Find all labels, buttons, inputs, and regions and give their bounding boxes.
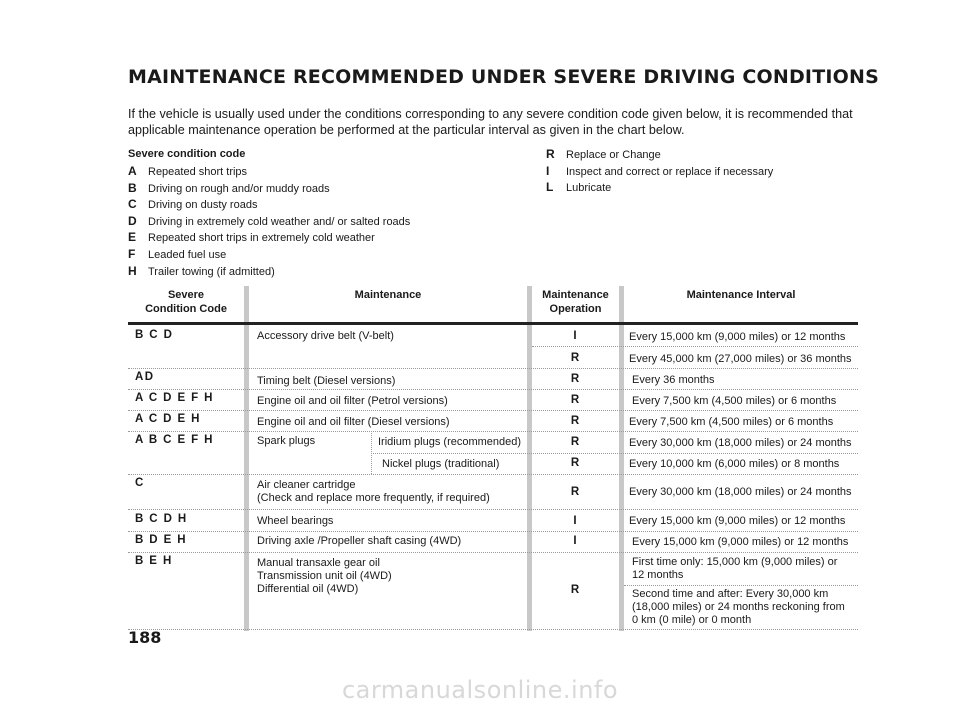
severe-code-item-text: Driving in extremely cold weather and/ or salted roads: [148, 215, 411, 228]
maintenance-item: Wheel bearings: [257, 515, 334, 527]
severe-code-item: [128, 263, 410, 280]
operation-cell: R: [570, 373, 580, 385]
severe-code-item-text: Driving on dusty roads: [148, 199, 258, 212]
severe-code-item: [128, 213, 410, 230]
page-number: 188: [128, 628, 162, 647]
spark-plug-type: Nickel plugs (traditional): [382, 458, 500, 470]
header-operation: Maintenance Operation: [542, 289, 609, 315]
maintenance-item: Accessory drive belt (V-belt): [257, 330, 394, 342]
operation-legend-item-code: I: [546, 163, 550, 178]
severe-code-item: [128, 196, 410, 213]
severe-code-item-text: Repeated short trips: [148, 166, 248, 178]
operation-cell: R: [570, 352, 580, 364]
interval-cell: Every 7,500 km (4,500 miles) or 6 months: [632, 395, 837, 407]
operation-cell: R: [570, 394, 580, 406]
severe-code-item-code: E: [128, 230, 137, 245]
operation-cell: R: [570, 436, 580, 448]
severe-code-item: [128, 246, 410, 263]
code-cell: B C D H: [135, 513, 188, 525]
operation-cell: I: [573, 535, 577, 547]
operation-cell: R: [570, 584, 580, 596]
code-cell: B E H: [135, 555, 173, 567]
operation-cell: I: [573, 330, 577, 342]
interval-cell: Second time and after: Every 30,000 km (18,000 miles) or 24 months reckoning from 0 km (0 mile) or 0 month: [632, 588, 845, 626]
intro-text: If the vehicle is usually used under the conditions corresponding to any severe condition code given below, it is recommended that applicable maintenance operation be performed at the particular interval as given in the chart below.: [128, 107, 853, 137]
severe-code-item: [128, 163, 410, 180]
page-title: MAINTENANCE RECOMMENDED UNDER SEVERE DRIVING CONDITIONS: [128, 66, 879, 88]
operation-legend: [546, 146, 773, 196]
interval-cell: First time only: 15,000 km (9,000 miles) or 12 months: [632, 556, 838, 581]
severe-code-item-code: D: [128, 213, 137, 228]
operation-cell: I: [573, 515, 577, 527]
operation-legend-item: [546, 146, 773, 163]
severe-code-item-code: F: [128, 246, 136, 261]
severe-code-item-text: Trailer towing (if admitted): [148, 265, 275, 278]
maintenance-item: Driving axle /Propeller shaft casing (4WD): [257, 535, 462, 547]
operation-legend-item-text: Lubricate: [566, 182, 612, 195]
interval-cell: Every 36 months: [632, 374, 715, 386]
operation-legend-item-code: R: [546, 147, 555, 161]
header-maintenance: Maintenance: [354, 289, 422, 301]
operation-legend-item-code: L: [546, 180, 554, 195]
code-cell: A C D E F H: [135, 392, 214, 404]
operation-legend-item-text: Replace or Change: [566, 149, 661, 161]
interval-cell: Every 15,000 km (9,000 miles) or 12 months: [632, 536, 849, 548]
watermark: carmanualsonline.info: [341, 676, 619, 704]
maintenance-item: Spark plugs: [257, 435, 316, 447]
interval-cell: Every 15,000 km (9,000 miles) or 12 months: [629, 331, 846, 343]
operation-legend-item: [546, 179, 773, 196]
severe-code-item-code: H: [128, 263, 137, 278]
severe-code-item: [128, 229, 410, 246]
header-interval: Maintenance Interval: [686, 289, 796, 301]
severe-code-legend: [128, 146, 410, 279]
header-rule: [128, 322, 858, 325]
code-cell: B C D: [135, 329, 174, 341]
severe-code-item-code: A: [128, 164, 137, 178]
operation-cell: R: [570, 486, 580, 498]
operation-cell: R: [570, 457, 580, 469]
severe-code-item-text: Repeated short trips in extremely cold weather: [148, 232, 375, 245]
maintenance-item: Engine oil and oil filter (Petrol versions): [257, 395, 448, 407]
interval-cell: Every 15,000 km (9,000 miles) or 12 months: [629, 515, 846, 527]
operation-cell: R: [570, 415, 580, 427]
code-cell: B D E H: [135, 534, 187, 546]
header-condition-code: Severe Condition Code: [145, 289, 227, 315]
code-cell: A C D E H: [135, 413, 201, 425]
severe-code-item-code: B: [128, 180, 137, 195]
maintenance-item: Air cleaner cartridge (Check and replace more frequently, if required): [257, 479, 490, 504]
severe-code-item: [128, 180, 410, 197]
code-cell: C: [135, 477, 145, 489]
operation-legend-item: [546, 163, 773, 180]
maintenance-table: [128, 286, 858, 631]
interval-cell: Every 10,000 km (6,000 miles) or 8 months: [629, 458, 840, 470]
code-cell: AD: [135, 371, 155, 383]
interval-cell: Every 7,500 km (4,500 miles) or 6 months: [629, 416, 834, 428]
severe-code-item-text: Leaded fuel use: [148, 248, 227, 261]
severe-code-item-code: C: [128, 197, 137, 212]
interval-cell: Every 30,000 km (18,000 miles) or 24 months: [629, 437, 852, 449]
spark-plug-type: Iridium plugs (recommended): [378, 436, 522, 448]
maintenance-item: Manual transaxle gear oil Transmission unit oil (4WD) Differential oil (4WD): [257, 557, 392, 595]
operation-legend-item-text: Inspect and correct or replace if necessary: [566, 165, 774, 178]
severe-code-item-text: Driving on rough and/or muddy roads: [148, 182, 330, 195]
maintenance-item: Engine oil and oil filter (Diesel versions): [257, 416, 450, 428]
interval-cell: Every 45,000 km (27,000 miles) or 36 months: [629, 353, 852, 365]
severe-code-heading: Severe condition code: [128, 148, 246, 160]
interval-cell: Every 30,000 km (18,000 miles) or 24 months: [629, 486, 852, 498]
maintenance-item: Timing belt (Diesel versions): [257, 375, 396, 387]
code-cell: A B C E F H: [135, 434, 214, 446]
